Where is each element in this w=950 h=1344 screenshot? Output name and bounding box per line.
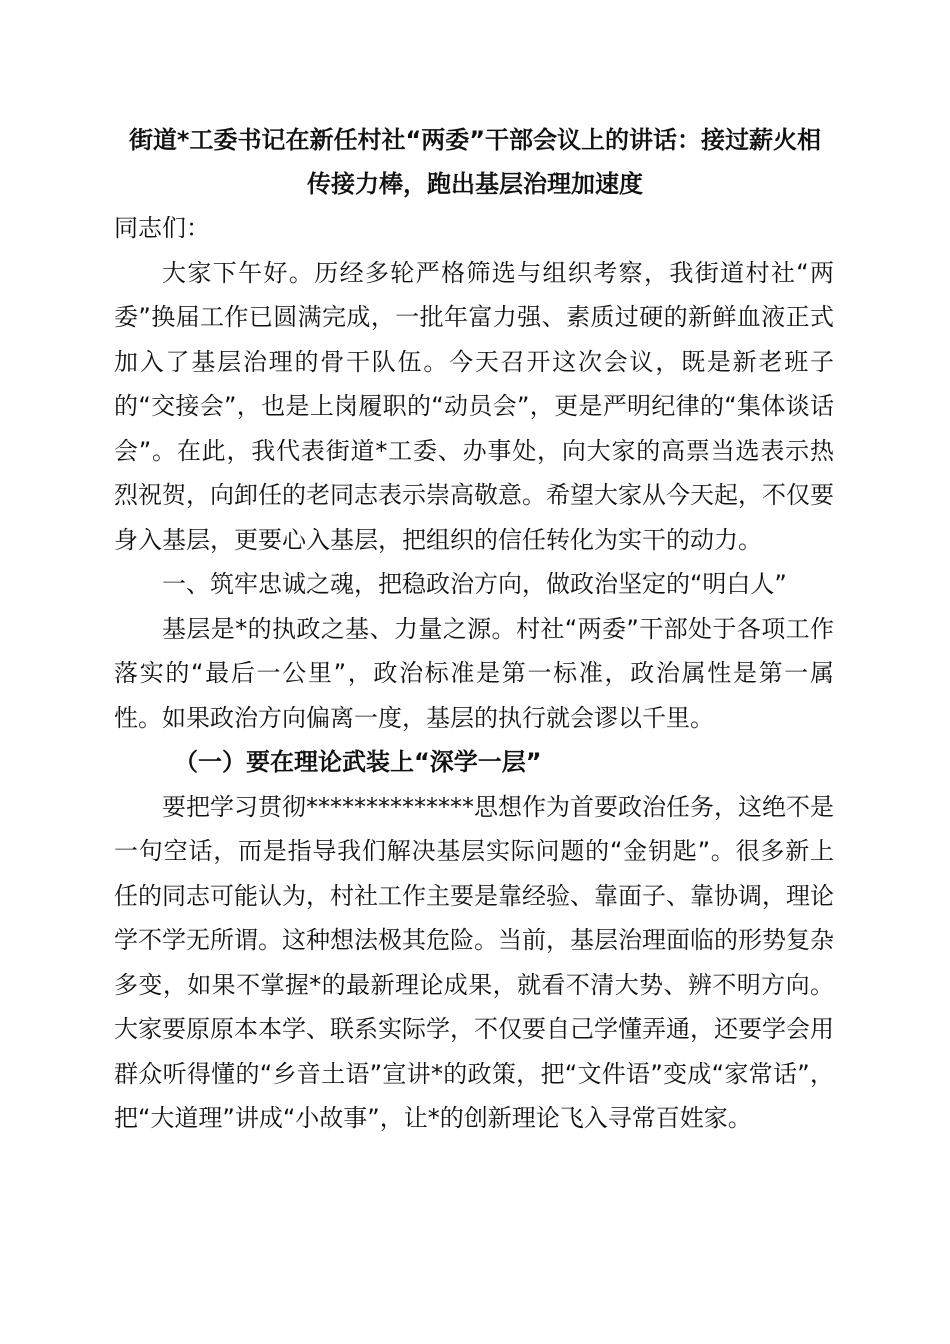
- subheading-1: （一）要在理论武装上“深学一层”: [174, 748, 542, 776]
- salutation: 同志们：: [114, 214, 210, 242]
- paragraph-opening: 大家下午好。历经多轮严格筛选与组织考察，我街道村社“两委”换届工作已圆满完成，一批年富力强、素质过硬的新鲜血液正式加入了基层治理的骨干队伍。今天召开这次会议，既是新老班子的“交接会”，也是上岗履职的“动员会”，更是严明纪律的“集体谈话会”。在此，我代表街道*工委、办事处，向大家的高票当选表示热烈祝贺，向卸任的老同志表示崇高敬意。希望大家从今天起，不仅要身入基层，更要心入基层，把组织的信任转化为实干的动力。: [114, 258, 834, 554]
- section-heading-1: 一、筑牢忠诚之魂，把稳政治方向，做政治坚定的“明白人”: [162, 570, 787, 598]
- document-title-line-2: 传接力棒，跑出基层治理加速度: [307, 170, 643, 198]
- paragraph-section-1-intro: 基层是*的执政之基、力量之源。村社“两委”干部处于各项工作落实的“最后一公里”，政治标准是第一标准，政治属性是第一属性。如果政治方向偏离一度，基层的执行就会谬以千里。: [114, 614, 834, 732]
- paragraph-subheading-1: 要把学习贯彻**************思想作为首要政治任务，这绝不是一句空话，而是指导我们解决基层实际问题的“金钥匙”。很多新上任的同志可能认为，村社工作主要是靠经验、靠面子、靠协调，理论学不学无所谓。这种想法极其危险。当前，基层治理面临的形势复杂多变，如果不掌握*的最新理论成果，就看不清大势、辨不明方向。大家要原原本本学、联系实际学，不仅要自己学懂弄通，还要学会用群众听得懂的“乡音土语”宣讲*的政策，把“文件语”变成“家常话”，把“大道理”讲成“小故事”，让*的创新理论飞入寻常百姓家。: [114, 792, 834, 1132]
- document-title-line-1: 街道*工委书记在新任村社“两委”干部会议上的讲话：接过薪火相: [128, 126, 822, 154]
- document-body: [114, 206, 834, 1141]
